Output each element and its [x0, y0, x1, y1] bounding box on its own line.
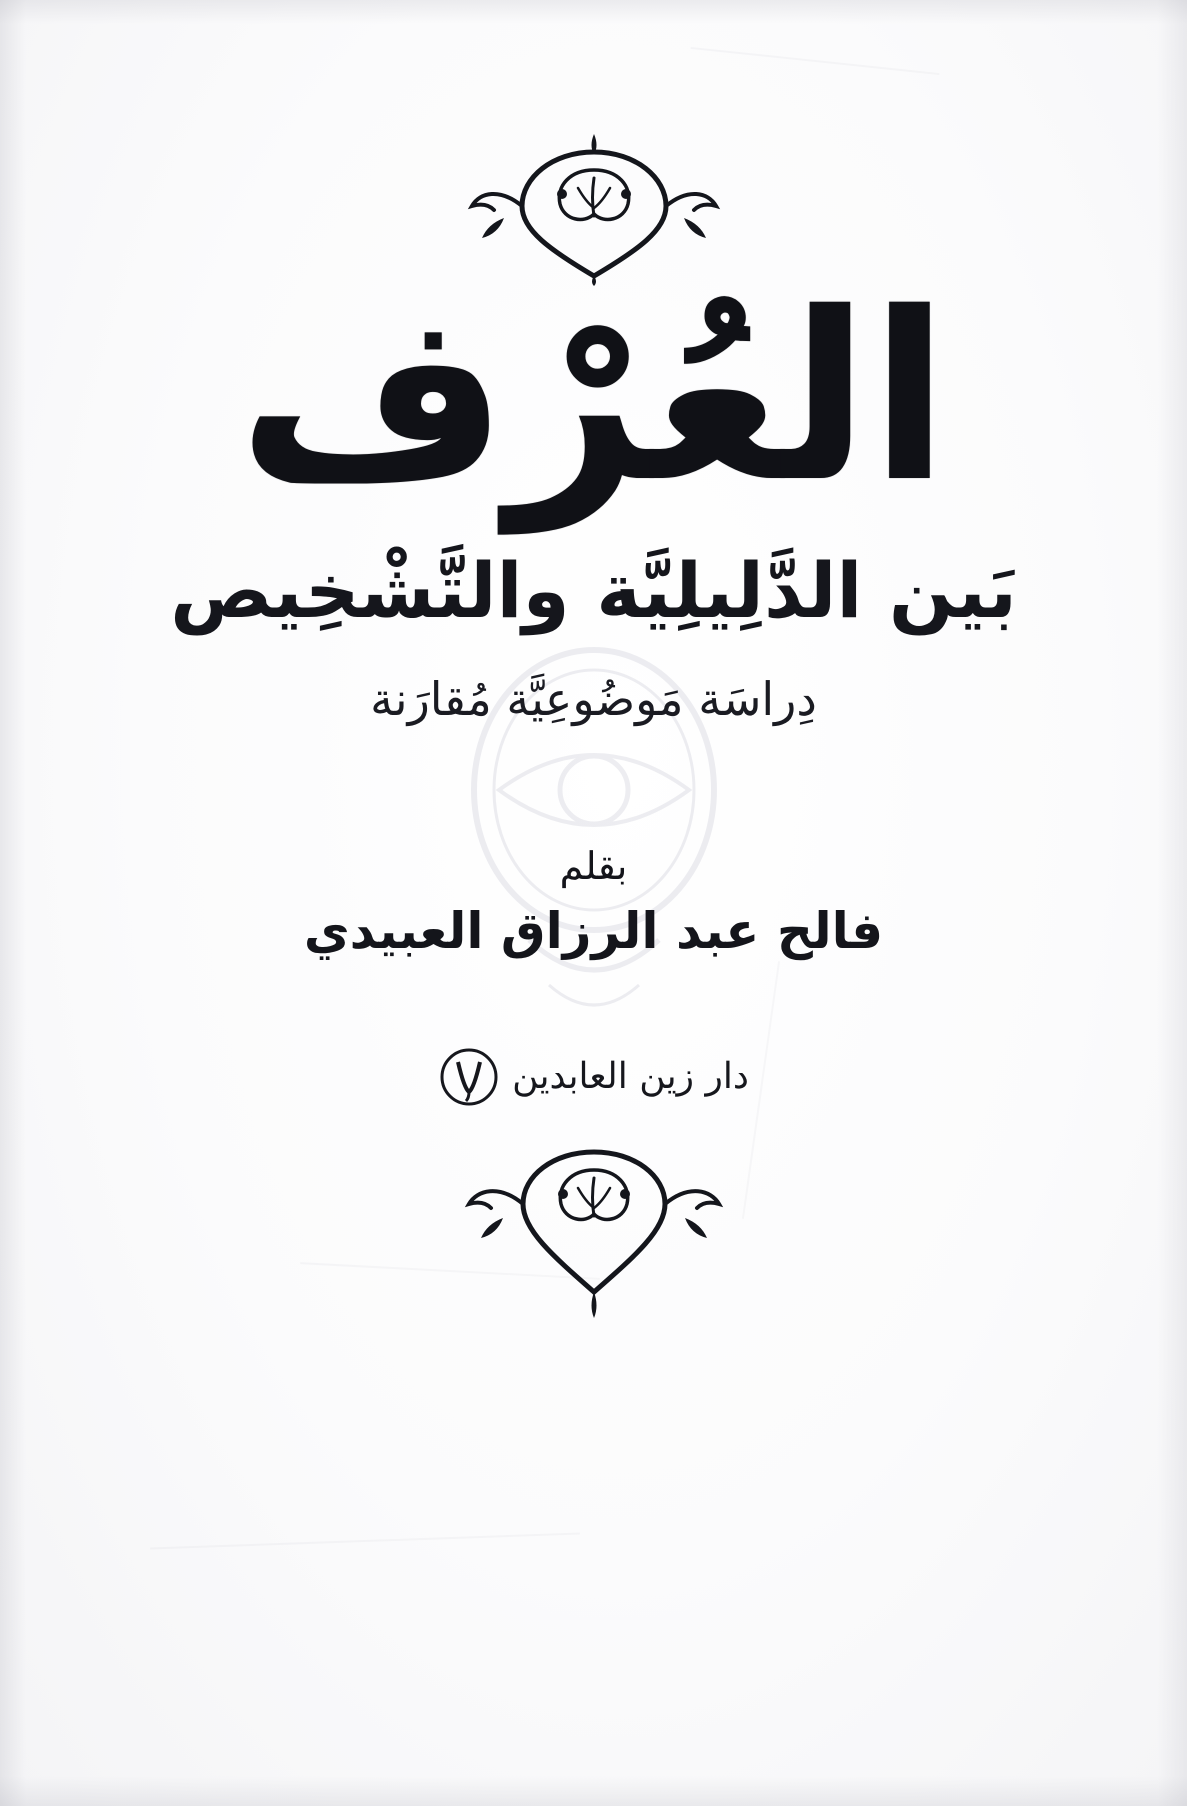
- author-name: فالح عبد الرزاق العبيدي: [303, 901, 884, 960]
- page-edge-shadow-top: [0, 0, 1187, 24]
- book-sub-subtitle: دِراسَة مَوضُوعِيَّة مُقارَنة: [370, 671, 817, 726]
- publisher-name: دار زين العابدين: [512, 1056, 749, 1098]
- floral-ornament-top-icon: [444, 126, 744, 286]
- publisher-logo-icon: [438, 1046, 500, 1108]
- publisher-block: [438, 1046, 749, 1108]
- title-block: [0, 263, 1187, 726]
- floral-ornament-bottom-icon: [449, 1134, 739, 1324]
- page-edge-shadow-bottom: [0, 1776, 1187, 1806]
- book-subtitle: بَين الدَّلِيلِيَّة والتَّشْخِيص: [170, 545, 1017, 635]
- page-edge-shadow-right: [1157, 0, 1187, 1806]
- author-prefix-label: بقلم: [559, 843, 628, 888]
- author-block: [304, 844, 883, 960]
- book-title: العُرْف: [237, 263, 950, 533]
- page-edge-shadow-left: [0, 0, 26, 1806]
